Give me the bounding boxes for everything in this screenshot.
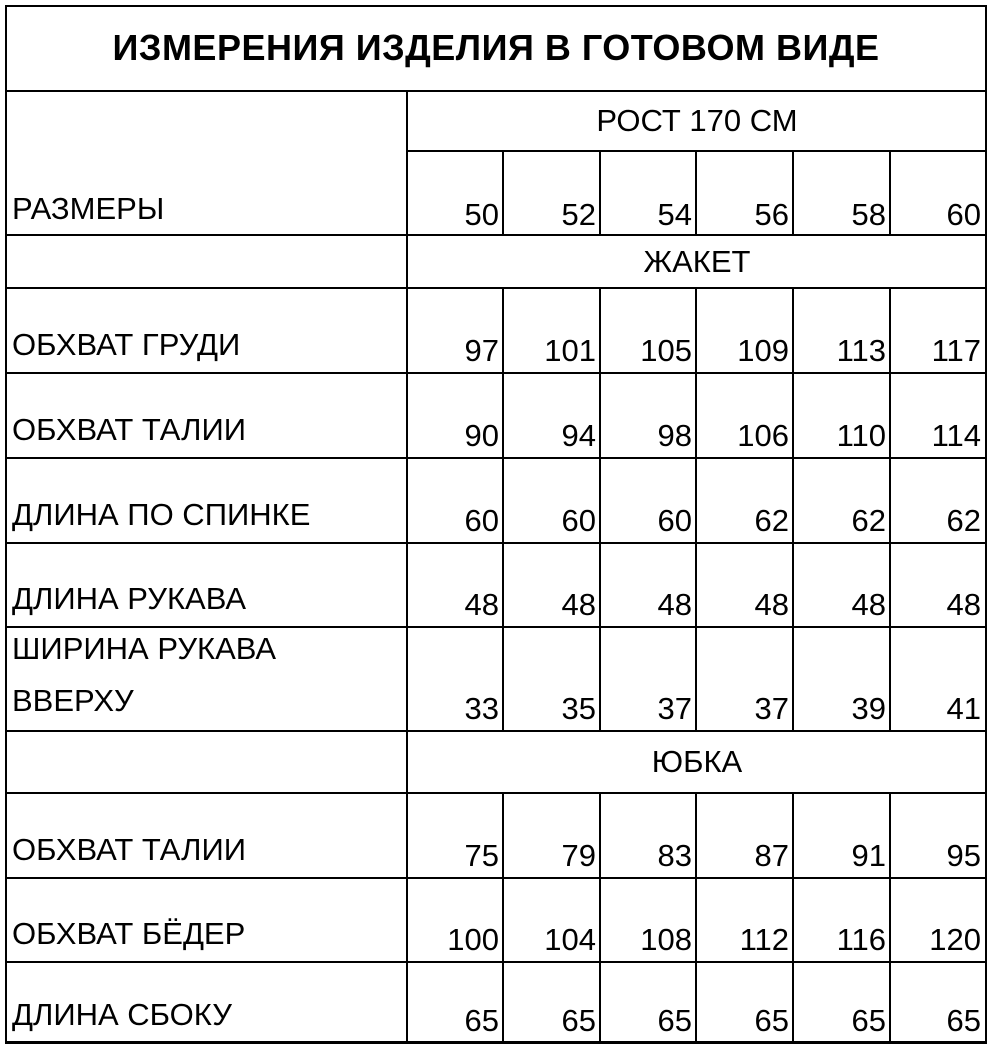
cell-value: 48 [464,587,499,622]
cell-value: 62 [946,503,981,538]
cell-value: 104 [544,922,596,957]
size-value: 58 [851,197,886,232]
row-label: ДЛИНА ПО СПИНКЕ [12,496,311,532]
cell-value: 33 [464,691,499,726]
cell-value: 48 [851,587,886,622]
cell-value: 120 [929,922,981,957]
measurements-table [5,5,987,1043]
cell-value: 39 [851,691,886,726]
cell-value: 60 [561,503,596,538]
cell-value: 48 [561,587,596,622]
cell-value: 90 [464,418,499,453]
cell-value: 116 [836,922,886,957]
section-title: ЖАКЕТ [643,243,751,279]
cell-value: 75 [464,838,499,873]
table-title: ИЗМЕРЕНИЯ ИЗДЕЛИЯ В ГОТОВОМ ВИДЕ [112,27,880,68]
cell-value: 65 [754,1003,789,1038]
size-value: 54 [657,197,692,232]
cell-value: 60 [464,503,499,538]
cell-value: 117 [931,333,981,368]
cell-value: 48 [754,587,789,622]
cell-value: 48 [657,587,692,622]
cell-value: 97 [464,333,499,368]
cell-value: 65 [561,1003,596,1038]
cell-value: 87 [754,838,789,873]
cell-value: 62 [851,503,886,538]
row-divider [5,1042,987,1044]
cell-value: 98 [657,418,692,453]
cell-value: 108 [640,922,692,957]
cell-value: 110 [836,418,886,453]
cell-value: 79 [561,838,596,873]
cell-value: 60 [657,503,692,538]
cell-value: 48 [946,587,981,622]
cell-value: 65 [851,1003,886,1038]
section-title: ЮБКА [651,744,743,779]
cell-value: 35 [561,691,596,726]
cell-value: 41 [946,691,981,726]
row-label: ДЛИНА СБОКУ [12,996,232,1032]
cell-value: 106 [737,418,789,453]
size-value: 56 [754,197,789,232]
border-right [985,5,987,1043]
row-label: ОБХВАТ ТАЛИИ [12,831,247,867]
cell-value: 113 [836,333,886,368]
cell-value: 94 [561,418,596,453]
cell-value: 114 [931,418,981,453]
row-label: ОБХВАТ ТАЛИИ [12,411,247,447]
cell-value: 105 [640,333,692,368]
row-label: ОБХВАТ ГРУДИ [12,326,241,362]
cell-value: 37 [657,691,692,726]
cell-value: 109 [737,333,789,368]
sizes-label: РАЗМЕРЫ [12,190,165,226]
size-value: 50 [464,197,499,232]
cell-value: 65 [464,1003,499,1038]
height-header: РОСТ 170 СМ [596,103,798,138]
size-value: 60 [946,197,981,232]
cell-value: 95 [946,838,981,873]
border-left [5,5,7,1043]
cell-value: 65 [657,1003,692,1038]
cell-value: 101 [544,333,596,368]
cell-value: 37 [754,691,789,726]
cell-value: 62 [754,503,789,538]
cell-value: 83 [657,838,692,873]
row-label: ШИРИНА РУКАВА ВВЕРХУ [12,630,277,718]
cell-value: 91 [851,838,886,873]
row-label: ДЛИНА РУКАВА [12,580,247,616]
cell-value: 100 [447,922,499,957]
size-value: 52 [561,197,596,232]
cell-value: 65 [946,1003,981,1038]
cell-value: 112 [739,922,789,957]
border-top [5,5,987,7]
row-label: ОБХВАТ БЁДЕР [12,915,246,951]
